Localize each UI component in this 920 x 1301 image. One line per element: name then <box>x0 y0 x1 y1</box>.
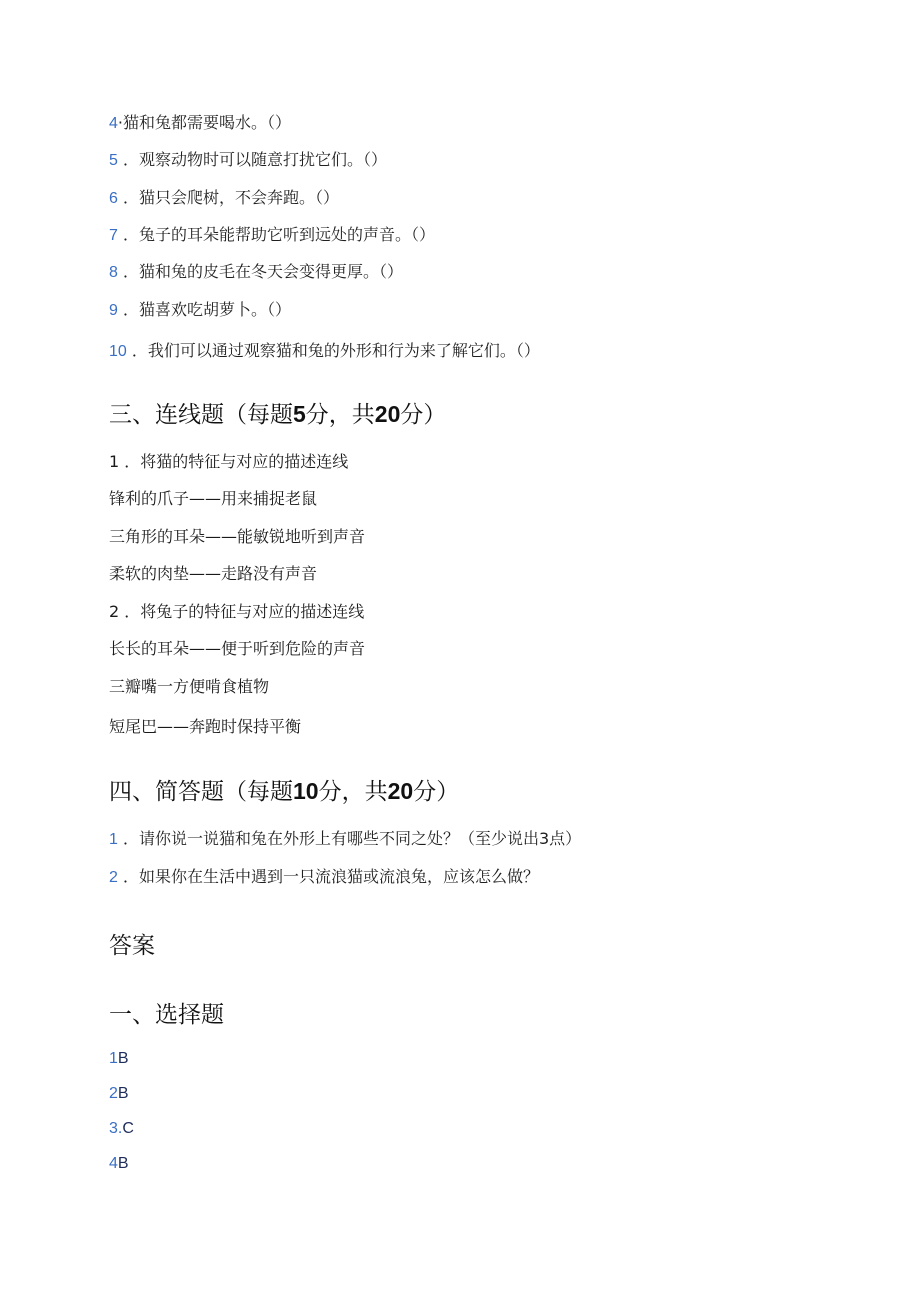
item-separator: ． <box>126 341 148 360</box>
heading-part: 三、连线题（每题 <box>109 402 293 428</box>
item-separator: ． <box>117 225 139 244</box>
item-separator: ． <box>117 150 139 169</box>
heading-part: 分，共 <box>318 779 388 805</box>
judge-item-8 <box>109 262 403 283</box>
answers-heading: 答案 <box>109 933 155 959</box>
item-number: 7 <box>109 227 118 244</box>
item-number: 6 <box>109 190 118 207</box>
heading-number: 20 <box>387 778 414 804</box>
match-line: 短尾巴——奔跑时保持平衡 <box>109 717 302 736</box>
item-number: 8 <box>109 264 118 281</box>
heading-number: 10 <box>293 778 319 804</box>
judge-item-9 <box>109 300 291 321</box>
match-line: 长长的耳朵——便于听到危险的声音 <box>109 639 366 658</box>
section4-heading <box>109 777 459 806</box>
match-line: 三角形的耳朵——能敏锐地听到声音 <box>109 527 366 546</box>
answer-item <box>109 1084 129 1104</box>
judge-item-4 <box>109 113 291 134</box>
item-number: 10 <box>109 343 127 360</box>
item-text: 猫喜欢吃胡萝卜。（） <box>139 300 292 319</box>
match-line: 柔软的肉垫——走路没有声音 <box>109 564 318 583</box>
judge-item-6 <box>109 188 339 209</box>
judge-item-10 <box>109 341 540 362</box>
answer-number: 4 <box>109 1155 118 1172</box>
section1-answers-heading: 一、选择题 <box>109 1002 224 1028</box>
item-number: 4 <box>109 115 118 132</box>
answer-number: 3. <box>109 1120 123 1137</box>
match-line: 2 ．将兔子的特征与对应的描述连线 <box>109 602 365 621</box>
item-separator: ． <box>117 188 139 207</box>
item-separator: · <box>117 113 123 132</box>
answer-item <box>109 1049 129 1069</box>
judge-item-7 <box>109 225 435 246</box>
answer-number: 2 <box>109 1085 118 1102</box>
match-line: 锋利的爪子——用来捕捉老鼠 <box>109 489 318 508</box>
judge-item-5 <box>109 150 387 171</box>
answer-value: B <box>117 1155 129 1172</box>
answer-value: C <box>122 1120 134 1137</box>
answer-number: 1 <box>109 1050 118 1067</box>
heading-number: 5 <box>293 401 306 427</box>
match-line: 三瓣嘴一方便啃食植物 <box>109 677 270 696</box>
short-answer-item-1 <box>109 829 581 850</box>
heading-part: 分） <box>413 779 460 805</box>
section3-heading <box>109 400 446 429</box>
item-text: ．请你说一说猫和兔在外形上有哪些不同之处？（至少说出3点） <box>117 829 582 848</box>
heading-part: 分，共 <box>305 402 375 428</box>
short-answer-item-2 <box>109 867 539 888</box>
heading-number: 20 <box>374 401 401 427</box>
heading-part: 分） <box>400 402 447 428</box>
item-separator: ． <box>117 300 139 319</box>
item-text: 观察动物时可以随意打扰它们。（） <box>139 150 388 169</box>
answer-value: B <box>117 1050 129 1067</box>
item-text: ．如果你在生活中遇到一只流浪猫或流浪兔，应该怎么做？ <box>117 867 539 886</box>
item-text: 猫和兔的皮毛在冬天会变得更厚。（） <box>139 262 404 281</box>
item-number: 5 <box>109 152 118 169</box>
item-number: 1 <box>109 831 118 848</box>
answer-value: B <box>117 1085 129 1102</box>
item-text: 猫只会爬树，不会奔跑。（） <box>139 188 340 207</box>
heading-part: 四、简答题（每题 <box>109 779 293 805</box>
answer-item <box>109 1119 134 1139</box>
item-number: 2 <box>109 869 118 886</box>
item-text: 我们可以通过观察猫和兔的外形和行为来了解它们。（） <box>147 341 540 360</box>
item-separator: ． <box>117 262 139 281</box>
item-number: 9 <box>109 302 118 319</box>
match-line: 1 ．将猫的特征与对应的描述连线 <box>109 452 349 471</box>
item-text: 兔子的耳朵能帮助它听到远处的声音。（） <box>139 225 436 244</box>
answer-item <box>109 1154 129 1174</box>
item-text: 猫和兔都需要喝水。（） <box>123 113 292 132</box>
